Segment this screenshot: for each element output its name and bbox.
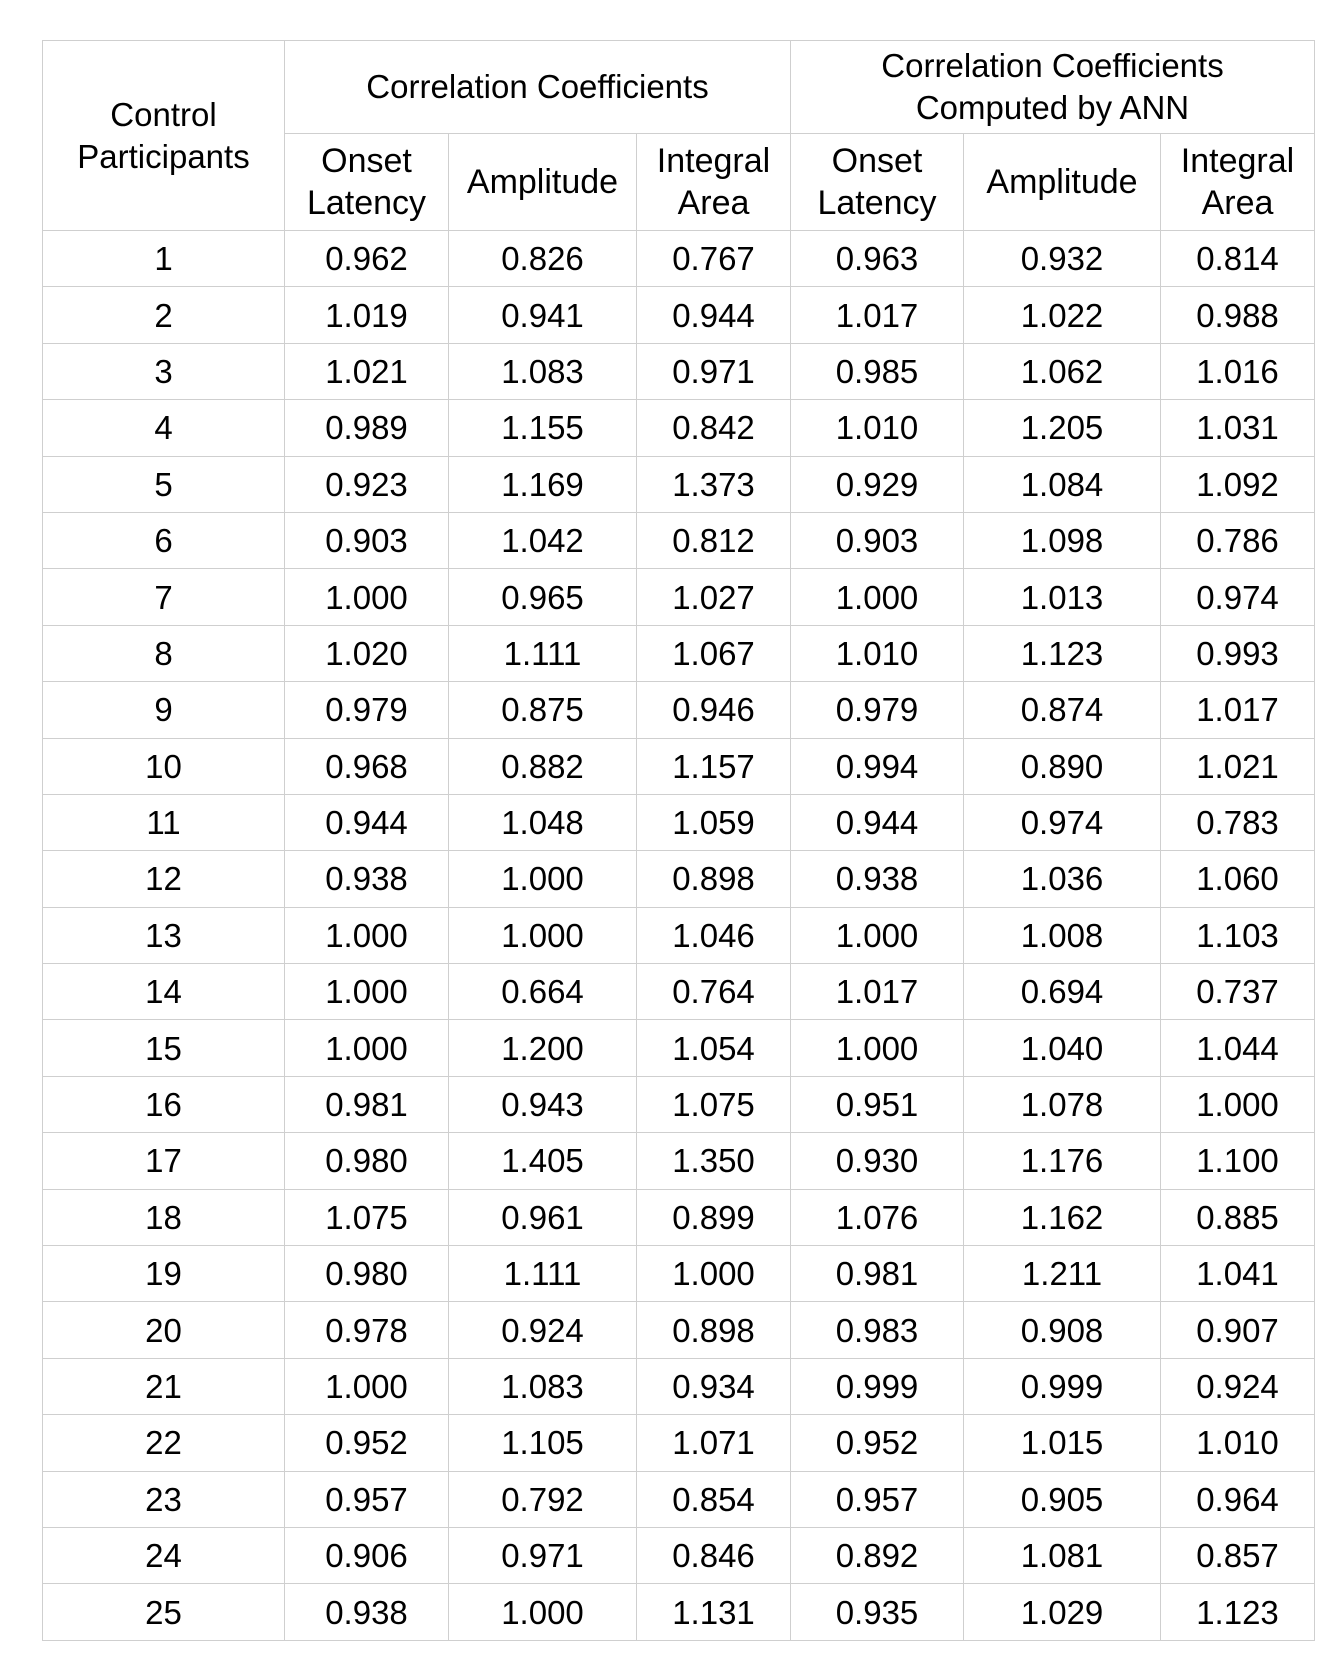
amplitude-cell: 0.664 (449, 964, 637, 1020)
table-row (43, 1527, 1315, 1583)
ann-amplitude-cell: 1.015 (964, 1415, 1161, 1471)
ann-integral-area-cell: 1.000 (1161, 1076, 1315, 1132)
ann-amplitude-cell: 0.908 (964, 1302, 1161, 1358)
subheader-text: Integral (1180, 142, 1295, 180)
table-row (43, 1302, 1315, 1358)
amplitude-cell: 0.792 (449, 1471, 637, 1527)
amplitude-cell: 1.083 (449, 343, 637, 399)
participant-id-cell: 2 (43, 287, 285, 343)
ann-onset-latency-cell: 0.983 (791, 1302, 964, 1358)
ann-amplitude-cell: 1.211 (964, 1246, 1161, 1302)
table-row (43, 625, 1315, 681)
ann-amplitude-cell: 1.036 (964, 851, 1161, 907)
ann-amplitude-cell: 1.078 (964, 1076, 1161, 1132)
ann-integral-area-cell: 0.737 (1161, 964, 1315, 1020)
integral-area-cell: 0.898 (637, 851, 791, 907)
onset-latency-cell: 0.957 (285, 1471, 449, 1527)
participant-id-cell: 19 (43, 1246, 285, 1302)
onset-latency-cell: 1.000 (285, 1358, 449, 1414)
ann-onset-latency-cell: 0.944 (791, 794, 964, 850)
integral-area-header (637, 134, 791, 231)
amplitude-cell: 1.000 (449, 1584, 637, 1640)
ann-amplitude-cell: 1.040 (964, 1020, 1161, 1076)
integral-area-cell: 1.067 (637, 625, 791, 681)
onset-latency-cell: 0.989 (285, 400, 449, 456)
integral-area-cell: 0.934 (637, 1358, 791, 1414)
table-row (43, 343, 1315, 399)
onset-latency-cell: 1.075 (285, 1189, 449, 1245)
ann-integral-area-cell: 0.907 (1161, 1302, 1315, 1358)
integral-area-cell: 0.842 (637, 400, 791, 456)
table-row (43, 287, 1315, 343)
table-row (43, 456, 1315, 512)
participant-id-cell: 9 (43, 682, 285, 738)
onset-latency-cell: 1.000 (285, 907, 449, 963)
participant-id-cell: 25 (43, 1584, 285, 1640)
onset-latency-cell: 0.938 (285, 851, 449, 907)
ann-onset-latency-cell: 1.000 (791, 569, 964, 625)
amplitude-cell: 0.882 (449, 738, 637, 794)
integral-area-cell: 1.059 (637, 794, 791, 850)
amplitude-cell: 0.971 (449, 1527, 637, 1583)
ann-integral-area-cell: 1.092 (1161, 456, 1315, 512)
table-row (43, 738, 1315, 794)
row-header-line-2: Participants (77, 137, 250, 175)
table-row (43, 569, 1315, 625)
integral-area-cell: 0.899 (637, 1189, 791, 1245)
ann-onset-latency-cell: 0.951 (791, 1076, 964, 1132)
table-row (43, 1358, 1315, 1414)
ann-onset-latency-cell: 1.010 (791, 400, 964, 456)
subheader-text: Integral (656, 142, 771, 180)
amplitude-cell: 1.405 (449, 1133, 637, 1189)
participant-id-cell: 17 (43, 1133, 285, 1189)
ann-onset-latency-cell: 0.938 (791, 851, 964, 907)
ann-onset-latency-cell: 0.994 (791, 738, 964, 794)
onset-latency-cell: 0.962 (285, 231, 449, 287)
ann-integral-area-cell: 0.924 (1161, 1358, 1315, 1414)
integral-area-cell: 0.944 (637, 287, 791, 343)
ann-amplitude-cell: 0.874 (964, 682, 1161, 738)
ann-amplitude-cell: 0.905 (964, 1471, 1161, 1527)
participant-id-cell: 24 (43, 1527, 285, 1583)
subheader-text: Onset (831, 142, 923, 180)
onset-latency-cell: 1.020 (285, 625, 449, 681)
amplitude-cell: 0.826 (449, 231, 637, 287)
onset-latency-cell: 1.000 (285, 964, 449, 1020)
ann-integral-area-cell: 0.974 (1161, 569, 1315, 625)
participant-id-cell: 14 (43, 964, 285, 1020)
onset-latency-cell: 1.000 (285, 1020, 449, 1076)
control-participants-header (43, 41, 285, 231)
ann-onset-latency-cell: 1.017 (791, 964, 964, 1020)
ann-integral-area-cell: 1.017 (1161, 682, 1315, 738)
ann-amplitude-cell: 1.205 (964, 400, 1161, 456)
ann-integral-area-cell: 1.010 (1161, 1415, 1315, 1471)
participant-id-cell: 11 (43, 794, 285, 850)
onset-latency-cell: 0.968 (285, 738, 449, 794)
integral-area-cell: 0.764 (637, 964, 791, 1020)
subheader-text: Onset (321, 142, 412, 180)
ann-onset-latency-cell: 0.903 (791, 512, 964, 568)
amplitude-cell: 1.048 (449, 794, 637, 850)
participant-id-cell: 23 (43, 1471, 285, 1527)
amplitude-cell: 0.965 (449, 569, 637, 625)
participant-id-cell: 12 (43, 851, 285, 907)
ann-integral-area-cell: 1.123 (1161, 1584, 1315, 1640)
subheader-text: Latency (817, 184, 937, 222)
correlation-coefficients-group-header (285, 41, 791, 134)
ann-onset-latency-cell: 1.076 (791, 1189, 964, 1245)
participant-id-cell: 20 (43, 1302, 285, 1358)
integral-area-cell: 1.075 (637, 1076, 791, 1132)
onset-latency-cell: 1.000 (285, 569, 449, 625)
table-row (43, 231, 1315, 287)
ann-integral-area-cell: 1.021 (1161, 738, 1315, 794)
ann-amplitude-cell: 1.022 (964, 287, 1161, 343)
onset-latency-cell: 0.981 (285, 1076, 449, 1132)
participant-id-cell: 13 (43, 907, 285, 963)
ann-onset-latency-cell: 0.935 (791, 1584, 964, 1640)
onset-latency-cell: 0.978 (285, 1302, 449, 1358)
ann-onset-latency-cell: 0.930 (791, 1133, 964, 1189)
participant-id-cell: 8 (43, 625, 285, 681)
table-row (43, 512, 1315, 568)
subheader-text: Amplitude (466, 163, 619, 201)
onset-latency-cell: 0.923 (285, 456, 449, 512)
integral-area-cell: 0.812 (637, 512, 791, 568)
ann-amplitude-cell: 1.098 (964, 512, 1161, 568)
ann-amplitude-cell: 0.694 (964, 964, 1161, 1020)
table-row (43, 1189, 1315, 1245)
integral-area-cell: 0.846 (637, 1527, 791, 1583)
integral-area-cell: 0.898 (637, 1302, 791, 1358)
ann-onset-latency-cell: 0.892 (791, 1527, 964, 1583)
onset-latency-cell: 0.944 (285, 794, 449, 850)
ann-amplitude-cell: 1.176 (964, 1133, 1161, 1189)
ann-integral-area-cell: 1.016 (1161, 343, 1315, 399)
onset-latency-cell: 0.980 (285, 1246, 449, 1302)
table-row (43, 794, 1315, 850)
onset-latency-cell: 0.903 (285, 512, 449, 568)
ann-onset-latency-cell: 0.952 (791, 1415, 964, 1471)
ann-integral-area-cell: 1.060 (1161, 851, 1315, 907)
ann-amplitude-cell: 1.029 (964, 1584, 1161, 1640)
ann-onset-latency-cell: 0.999 (791, 1358, 964, 1414)
ann-integral-area-header (1161, 134, 1315, 231)
onset-latency-cell: 0.952 (285, 1415, 449, 1471)
ann-integral-area-cell: 1.041 (1161, 1246, 1315, 1302)
participant-id-cell: 16 (43, 1076, 285, 1132)
onset-latency-cell: 0.979 (285, 682, 449, 738)
ann-integral-area-cell: 0.964 (1161, 1471, 1315, 1527)
ann-integral-area-cell: 0.885 (1161, 1189, 1315, 1245)
ann-amplitude-header (964, 134, 1161, 231)
ann-onset-latency-cell: 0.979 (791, 682, 964, 738)
ann-amplitude-cell: 0.932 (964, 231, 1161, 287)
amplitude-cell: 0.924 (449, 1302, 637, 1358)
table-row (43, 1584, 1315, 1640)
participant-id-cell: 5 (43, 456, 285, 512)
onset-latency-cell: 1.021 (285, 343, 449, 399)
table-row (43, 1415, 1315, 1471)
integral-area-cell: 1.027 (637, 569, 791, 625)
amplitude-cell: 0.941 (449, 287, 637, 343)
integral-area-cell: 1.373 (637, 456, 791, 512)
onset-latency-cell: 0.938 (285, 1584, 449, 1640)
ann-onset-latency-cell: 1.000 (791, 1020, 964, 1076)
ann-integral-area-cell: 0.786 (1161, 512, 1315, 568)
participant-id-cell: 21 (43, 1358, 285, 1414)
table-row (43, 1133, 1315, 1189)
table-row (43, 1246, 1315, 1302)
table-row (43, 907, 1315, 963)
onset-latency-cell: 0.980 (285, 1133, 449, 1189)
integral-area-cell: 0.946 (637, 682, 791, 738)
ann-onset-latency-cell: 0.963 (791, 231, 964, 287)
integral-area-cell: 1.071 (637, 1415, 791, 1471)
table-row (43, 851, 1315, 907)
ann-integral-area-cell: 0.988 (1161, 287, 1315, 343)
ann-integral-area-cell: 0.814 (1161, 231, 1315, 287)
subheader-text: Area (1201, 184, 1274, 222)
participant-id-cell: 4 (43, 400, 285, 456)
ann-integral-area-cell: 0.857 (1161, 1527, 1315, 1583)
ann-onset-latency-cell: 1.000 (791, 907, 964, 963)
row-header-line-1: Control (110, 95, 217, 133)
amplitude-cell: 1.111 (449, 1246, 637, 1302)
ann-amplitude-cell: 1.013 (964, 569, 1161, 625)
integral-area-cell: 1.157 (637, 738, 791, 794)
participant-id-cell: 18 (43, 1189, 285, 1245)
correlation-table (42, 40, 1315, 1641)
ann-coefficients-group-header (791, 41, 1315, 134)
participant-id-cell: 15 (43, 1020, 285, 1076)
amplitude-cell: 0.875 (449, 682, 637, 738)
ann-amplitude-cell: 0.999 (964, 1358, 1161, 1414)
onset-latency-cell: 1.019 (285, 287, 449, 343)
integral-area-cell: 1.046 (637, 907, 791, 963)
participant-id-cell: 6 (43, 512, 285, 568)
ann-amplitude-cell: 0.890 (964, 738, 1161, 794)
group1-title: Correlation Coefficients (366, 68, 709, 105)
ann-integral-area-cell: 1.103 (1161, 907, 1315, 963)
amplitude-cell: 1.111 (449, 625, 637, 681)
subheader-text: Area (677, 184, 750, 222)
ann-amplitude-cell: 1.123 (964, 625, 1161, 681)
participant-id-cell: 22 (43, 1415, 285, 1471)
header-row-groups (43, 41, 1315, 134)
ann-integral-area-cell: 1.031 (1161, 400, 1315, 456)
table-row (43, 1076, 1315, 1132)
integral-area-cell: 1.350 (637, 1133, 791, 1189)
integral-area-cell: 1.054 (637, 1020, 791, 1076)
ann-integral-area-cell: 1.100 (1161, 1133, 1315, 1189)
amplitude-cell: 1.105 (449, 1415, 637, 1471)
ann-amplitude-cell: 1.008 (964, 907, 1161, 963)
ann-amplitude-cell: 0.974 (964, 794, 1161, 850)
ann-integral-area-cell: 0.783 (1161, 794, 1315, 850)
participant-id-cell: 10 (43, 738, 285, 794)
ann-integral-area-cell: 0.993 (1161, 625, 1315, 681)
amplitude-cell: 1.000 (449, 907, 637, 963)
table-body (43, 231, 1315, 1641)
ann-onset-latency-cell: 0.981 (791, 1246, 964, 1302)
subheader-text: Latency (306, 184, 427, 222)
amplitude-cell: 1.042 (449, 512, 637, 568)
ann-onset-latency-header (791, 134, 964, 231)
ann-onset-latency-cell: 1.017 (791, 287, 964, 343)
amplitude-cell: 1.169 (449, 456, 637, 512)
table-row (43, 964, 1315, 1020)
ann-onset-latency-cell: 1.010 (791, 625, 964, 681)
amplitude-cell: 0.961 (449, 1189, 637, 1245)
table-row (43, 400, 1315, 456)
ann-amplitude-cell: 1.084 (964, 456, 1161, 512)
onset-latency-header (285, 134, 449, 231)
subheader-text: Amplitude (986, 163, 1138, 201)
amplitude-cell: 1.155 (449, 400, 637, 456)
integral-area-cell: 0.854 (637, 1471, 791, 1527)
table-row (43, 682, 1315, 738)
ann-onset-latency-cell: 0.929 (791, 456, 964, 512)
amplitude-cell: 0.943 (449, 1076, 637, 1132)
ann-amplitude-cell: 1.162 (964, 1189, 1161, 1245)
amplitude-header (449, 134, 637, 231)
integral-area-cell: 0.971 (637, 343, 791, 399)
ann-amplitude-cell: 1.062 (964, 343, 1161, 399)
table-row (43, 1020, 1315, 1076)
ann-integral-area-cell: 1.044 (1161, 1020, 1315, 1076)
ann-onset-latency-cell: 0.985 (791, 343, 964, 399)
amplitude-cell: 1.000 (449, 851, 637, 907)
integral-area-cell: 0.767 (637, 231, 791, 287)
participant-id-cell: 1 (43, 231, 285, 287)
amplitude-cell: 1.200 (449, 1020, 637, 1076)
onset-latency-cell: 0.906 (285, 1527, 449, 1583)
group2-title-line-1: Correlation Coefficients (881, 47, 1224, 84)
integral-area-cell: 1.131 (637, 1584, 791, 1640)
ann-amplitude-cell: 1.081 (964, 1527, 1161, 1583)
participant-id-cell: 7 (43, 569, 285, 625)
group2-title-line-2: Computed by ANN (915, 89, 1190, 126)
table-row (43, 1471, 1315, 1527)
amplitude-cell: 1.083 (449, 1358, 637, 1414)
integral-area-cell: 1.000 (637, 1246, 791, 1302)
ann-onset-latency-cell: 0.957 (791, 1471, 964, 1527)
participant-id-cell: 3 (43, 343, 285, 399)
